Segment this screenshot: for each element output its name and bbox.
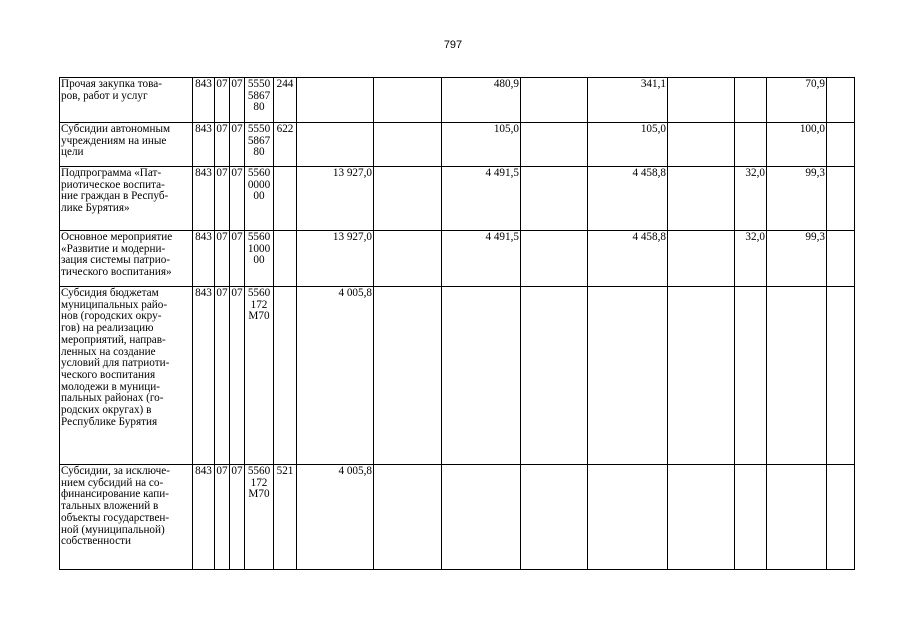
value-cell	[735, 78, 767, 123]
row-name-line: «Развитие и модерни-	[61, 242, 166, 255]
value-cell	[668, 465, 735, 570]
row-name-line: Прочая закупка това-	[61, 78, 162, 90]
ministry-code: 843	[193, 123, 215, 167]
value-cell	[374, 78, 442, 123]
value-cell: 4 005,8	[297, 287, 374, 465]
subsection-code: 07	[230, 465, 245, 570]
target-code-line: 5867	[247, 89, 271, 102]
row-name-line: муниципальных райо-	[61, 298, 168, 311]
target-code-line: 5550	[247, 78, 271, 90]
value-cell	[767, 465, 827, 570]
value-cell: 99,3	[767, 167, 827, 231]
value-cell	[588, 287, 668, 465]
expense-type-code	[274, 167, 297, 231]
target-code-line: 0000	[247, 178, 271, 191]
value-cell	[668, 231, 735, 287]
target-code-line: 00	[253, 254, 265, 267]
value-cell: 99,3	[767, 231, 827, 287]
table-row	[60, 78, 855, 123]
value-cell	[827, 231, 855, 287]
value-cell	[735, 465, 767, 570]
row-name-line: условий для патриоти-	[61, 357, 170, 370]
target-code-line: 172	[250, 476, 268, 489]
section-code: 07	[215, 231, 230, 287]
row-name	[60, 123, 193, 167]
row-name-line: учреждениям на иные	[61, 134, 167, 147]
section-code: 07	[215, 167, 230, 231]
page-number: 797	[443, 39, 463, 51]
row-name	[60, 167, 193, 231]
target-code-line: М70	[248, 310, 270, 323]
row-name-line: родских округах) в	[61, 404, 152, 417]
ministry-code: 843	[193, 231, 215, 287]
value-cell: 4 005,8	[297, 465, 374, 570]
table-row	[60, 123, 855, 167]
value-cell	[374, 465, 442, 570]
target-code-line: М70	[248, 488, 270, 501]
value-cell	[668, 123, 735, 167]
value-cell: 13 927,0	[297, 231, 374, 287]
row-name	[60, 78, 193, 123]
value-cell	[668, 78, 735, 123]
row-name-line: нов (городских окру-	[61, 310, 162, 323]
value-cell	[374, 167, 442, 231]
value-cell	[521, 231, 588, 287]
expense-type-code: 244	[274, 78, 297, 123]
value-cell	[521, 167, 588, 231]
section-code: 07	[215, 287, 230, 465]
row-name	[60, 287, 193, 465]
row-name-line: Республике Бурятия	[61, 415, 158, 428]
row-name-line: лике Бурятия»	[61, 202, 130, 215]
value-cell	[827, 465, 855, 570]
row-name-line: мероприятий, направ-	[61, 333, 166, 346]
expense-type-code: 521	[274, 465, 297, 570]
row-name-line: Подпрограмма «Пат-	[61, 167, 162, 179]
target-code-line: 00	[253, 190, 265, 203]
row-name	[60, 231, 193, 287]
row-name-line: цели	[61, 146, 84, 159]
row-name-line: нием субсидий на со-	[61, 476, 164, 489]
value-cell	[297, 78, 374, 123]
section-code: 07	[215, 465, 230, 570]
value-cell	[827, 78, 855, 123]
value-cell	[521, 287, 588, 465]
table-row	[60, 465, 855, 570]
value-cell	[827, 123, 855, 167]
section-code: 07	[215, 123, 230, 167]
target-article-code	[245, 231, 274, 287]
subsection-code: 07	[230, 287, 245, 465]
value-cell	[374, 287, 442, 465]
row-name	[60, 465, 193, 570]
row-name-line: Субсидии автономным	[61, 123, 171, 135]
target-code-line: 5560	[247, 287, 271, 299]
expense-type-code	[274, 231, 297, 287]
value-cell	[442, 287, 521, 465]
target-code-line: 5550	[247, 123, 271, 135]
row-name-line: молодежи в муници-	[61, 380, 160, 393]
row-name-line: финансирование капи-	[61, 488, 169, 501]
expense-type-code	[274, 287, 297, 465]
row-name-line: Основное мероприятие	[61, 231, 173, 243]
value-cell	[668, 287, 735, 465]
target-article-code	[245, 465, 274, 570]
table-row	[60, 167, 855, 231]
row-name-line: ров, работ и услуг	[61, 89, 148, 102]
target-code-line: 5560	[247, 231, 271, 243]
subsection-code: 07	[230, 231, 245, 287]
value-cell	[374, 123, 442, 167]
value-cell	[827, 287, 855, 465]
row-name-line: ной (муниципальной)	[61, 523, 165, 536]
row-name-line: гов) на реализацию	[61, 322, 154, 335]
row-name-line: Субсидия бюджетам	[61, 287, 159, 299]
row-name-line: собственности	[61, 535, 131, 548]
subsection-code: 07	[230, 78, 245, 123]
target-code-line: 80	[253, 146, 265, 159]
value-cell: 4 458,8	[588, 231, 668, 287]
value-cell	[521, 123, 588, 167]
row-name-line: зация системы патрио-	[61, 254, 171, 267]
row-name-line: Субсидии, за исключе-	[61, 465, 170, 477]
target-article-code	[245, 167, 274, 231]
target-code-line: 1000	[247, 242, 271, 255]
row-name-line: пальных районах (го-	[61, 392, 164, 405]
target-article-code	[245, 78, 274, 123]
row-name-line: ческого воспитания	[61, 368, 156, 381]
ministry-code: 843	[193, 167, 215, 231]
value-cell	[827, 167, 855, 231]
target-code-line: 5560	[247, 167, 271, 179]
target-article-code	[245, 287, 274, 465]
ministry-code: 843	[193, 465, 215, 570]
value-cell: 341,1	[588, 78, 668, 123]
value-cell	[588, 465, 668, 570]
value-cell	[374, 231, 442, 287]
value-cell: 480,9	[442, 78, 521, 123]
table-row	[60, 231, 855, 287]
row-name-line: объекты государствен-	[61, 511, 170, 524]
value-cell: 4 491,5	[442, 231, 521, 287]
ministry-code: 843	[193, 78, 215, 123]
value-cell: 105,0	[442, 123, 521, 167]
value-cell	[521, 78, 588, 123]
value-cell: 32,0	[735, 167, 767, 231]
value-cell: 70,9	[767, 78, 827, 123]
value-cell: 100,0	[767, 123, 827, 167]
target-article-code	[245, 123, 274, 167]
target-code-line: 80	[253, 101, 265, 114]
value-cell: 4 458,8	[588, 167, 668, 231]
value-cell	[735, 123, 767, 167]
row-name-line: тальных вложений в	[61, 500, 159, 513]
row-name-line: ленных на создание	[61, 345, 156, 358]
expense-type-code: 622	[274, 123, 297, 167]
value-cell	[297, 123, 374, 167]
target-code-line: 5867	[247, 134, 271, 147]
value-cell	[767, 287, 827, 465]
value-cell: 13 927,0	[297, 167, 374, 231]
value-cell	[668, 167, 735, 231]
row-name-line: тического воспитания»	[61, 266, 172, 279]
row-name-line: ние граждан в Респуб-	[61, 190, 169, 203]
budget-table	[59, 77, 855, 570]
value-cell	[735, 287, 767, 465]
value-cell: 105,0	[588, 123, 668, 167]
value-cell	[442, 465, 521, 570]
subsection-code: 07	[230, 167, 245, 231]
target-code-line: 5560	[247, 465, 271, 477]
subsection-code: 07	[230, 123, 245, 167]
table-row	[60, 287, 855, 465]
section-code: 07	[215, 78, 230, 123]
row-name-line: риотическое воспита-	[61, 178, 165, 191]
value-cell	[521, 465, 588, 570]
ministry-code: 843	[193, 287, 215, 465]
value-cell: 4 491,5	[442, 167, 521, 231]
target-code-line: 172	[250, 298, 268, 311]
value-cell: 32,0	[735, 231, 767, 287]
